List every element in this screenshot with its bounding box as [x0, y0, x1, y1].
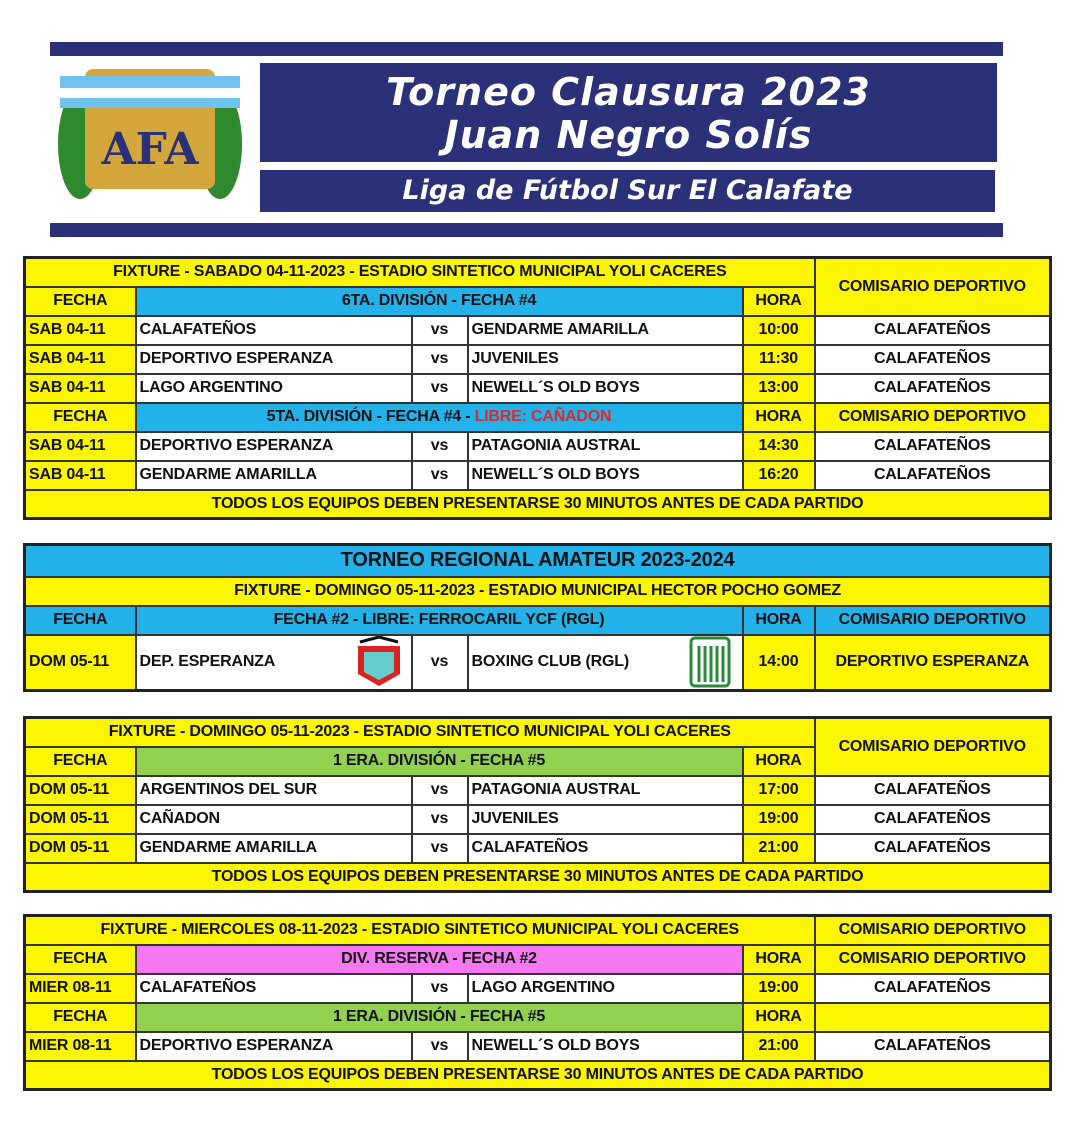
hora-cell: 19:00: [743, 974, 815, 1003]
hora-header: HORA: [743, 403, 815, 432]
vs-label: vs: [412, 974, 468, 1003]
vs-label: vs: [412, 374, 468, 403]
notice-text: FIXTURE - DOMINGO 05-11-2023 - ESTADIO MUNICIPAL HECTOR POCHO GOMEZ: [25, 577, 1051, 606]
vs-label: vs: [412, 432, 468, 461]
comisario-cell: CALAFATEÑOS: [815, 776, 1051, 805]
fecha-cell: DOM 05-11: [25, 776, 136, 805]
team-name: DEP. ESPERANZA: [139, 653, 276, 671]
division-label: FECHA #2 - LIBRE: FERROCARIL YCF (RGL): [273, 611, 605, 628]
fixture-table-2: [23, 543, 1052, 692]
home-team: DEPORTIVO ESPERANZA: [136, 1032, 412, 1061]
division-label: DIV. RESERVA - FECHA #2: [341, 950, 537, 967]
away-team: JUVENILES: [468, 805, 743, 834]
vs-label: vs: [412, 316, 468, 345]
home-team: [136, 635, 412, 691]
title-row: [25, 718, 1051, 747]
title-row: [25, 916, 1051, 945]
tournament-title: Torneo Clausura 2023 Juan Negro Solís: [260, 63, 997, 162]
fecha-cell: DOM 05-11: [25, 805, 136, 834]
home-team: GENDARME AMARILLA: [136, 834, 412, 863]
division-label: 5TA. DIVISIÓN - FECHA #4 -: [266, 408, 475, 425]
fecha-header: FECHA: [25, 606, 136, 635]
comisario-cell: CALAFATEÑOS: [815, 345, 1051, 374]
match-row: [25, 374, 1051, 403]
division-label: 1 ERA. DIVISIÓN - FECHA #5: [332, 1008, 546, 1025]
away-team: PATAGONIA AUSTRAL: [468, 432, 743, 461]
away-team: [468, 635, 743, 691]
comisario-cell: CALAFATEÑOS: [815, 974, 1051, 1003]
hora-header: HORA: [743, 606, 815, 635]
home-team: ARGENTINOS DEL SUR: [136, 776, 412, 805]
hora-cell: 14:00: [743, 635, 815, 691]
division-label: 6TA. DIVISIÓN - FECHA #4: [341, 292, 537, 309]
away-team: PATAGONIA AUSTRAL: [468, 776, 743, 805]
comisario-header: COMISARIO DEPORTIVO: [815, 916, 1051, 945]
away-team: LAGO ARGENTINO: [468, 974, 743, 1003]
hora-header: HORA: [743, 747, 815, 776]
comisario-header: [815, 1003, 1051, 1032]
hora-cell: 13:00: [743, 374, 815, 403]
tournament-title: TORNEO REGIONAL AMATEUR 2023-2024: [25, 545, 1051, 577]
comisario-cell: CALAFATEÑOS: [815, 432, 1051, 461]
comisario-header: COMISARIO DEPORTIVO: [815, 403, 1051, 432]
hora-cell: 14:30: [743, 432, 815, 461]
fecha-cell: DOM 05-11: [25, 635, 136, 691]
fixture-table-4: [23, 914, 1052, 1091]
fecha-header: FECHA: [25, 287, 136, 316]
home-team: CALAFATEÑOS: [136, 974, 412, 1003]
bigtitle-row: [25, 545, 1051, 577]
notice-text: TODOS LOS EQUIPOS DEBEN PRESENTARSE 30 MINUTOS ANTES DE CADA PARTIDO: [25, 490, 1051, 519]
comisario-cell: CALAFATEÑOS: [815, 805, 1051, 834]
match-row: [25, 432, 1051, 461]
vs-label: vs: [412, 834, 468, 863]
header-row: [25, 1003, 1051, 1032]
footer-row: [25, 863, 1051, 892]
hora-header: HORA: [743, 287, 815, 316]
hora-cell: 11:30: [743, 345, 815, 374]
vs-label: vs: [412, 635, 468, 691]
league-subtitle: Liga de Fútbol Sur El Calafate: [260, 170, 995, 212]
away-team: GENDARME AMARILLA: [468, 316, 743, 345]
notice-text: TODOS LOS EQUIPOS DEBEN PRESENTARSE 30 MINUTOS ANTES DE CADA PARTIDO: [25, 1061, 1051, 1090]
esperanza-crest-icon: [350, 636, 408, 688]
hora-cell: 16:20: [743, 461, 815, 490]
match-row: [25, 316, 1051, 345]
fecha-cell: SAB 04-11: [25, 461, 136, 490]
home-team: LAGO ARGENTINO: [136, 374, 412, 403]
division-header: [136, 1003, 743, 1032]
comisario-cell: CALAFATEÑOS: [815, 1032, 1051, 1061]
comisario-header: COMISARIO DEPORTIVO: [815, 258, 1051, 316]
fecha-header: FECHA: [25, 1003, 136, 1032]
comisario-cell: CALAFATEÑOS: [815, 374, 1051, 403]
match-row: [25, 635, 1051, 691]
fecha-cell: SAB 04-11: [25, 432, 136, 461]
notice-text: TODOS LOS EQUIPOS DEBEN PRESENTARSE 30 MINUTOS ANTES DE CADA PARTIDO: [25, 863, 1051, 892]
away-team: NEWELL´S OLD BOYS: [468, 461, 743, 490]
svg-text:AFA: AFA: [101, 124, 199, 175]
vs-label: vs: [412, 345, 468, 374]
fecha-header: FECHA: [25, 747, 136, 776]
home-team: DEPORTIVO ESPERANZA: [136, 345, 412, 374]
vs-label: vs: [412, 461, 468, 490]
comisario-cell: CALAFATEÑOS: [815, 461, 1051, 490]
away-team: NEWELL´S OLD BOYS: [468, 1032, 743, 1061]
fecha-cell: SAB 04-11: [25, 345, 136, 374]
fecha-header: FECHA: [25, 945, 136, 974]
division-label: 1 ERA. DIVISIÓN - FECHA #5: [332, 752, 546, 769]
fecha-cell: MIER 08-11: [25, 1032, 136, 1061]
fecha-cell: DOM 05-11: [25, 834, 136, 863]
comisario-header: COMISARIO DEPORTIVO: [815, 718, 1051, 776]
header-row: [25, 945, 1051, 974]
division-header: [136, 945, 743, 974]
fecha-cell: SAB 04-11: [25, 316, 136, 345]
vs-label: vs: [412, 805, 468, 834]
home-team: CALAFATEÑOS: [136, 316, 412, 345]
home-team: GENDARME AMARILLA: [136, 461, 412, 490]
away-team: NEWELL´S OLD BOYS: [468, 374, 743, 403]
libre-label: LIBRE: CAÑADON: [474, 408, 612, 425]
fixture-title: FIXTURE - SABADO 04-11-2023 - ESTADIO SINTETICO MUNICIPAL YOLI CACERES: [25, 258, 815, 287]
bottom-bar: [50, 223, 1003, 237]
match-row: [25, 345, 1051, 374]
hora-cell: 19:00: [743, 805, 815, 834]
match-row: [25, 834, 1051, 863]
top-bar: [50, 42, 1003, 56]
footer-row: [25, 577, 1051, 606]
comisario-header: COMISARIO DEPORTIVO: [815, 945, 1051, 974]
comisario-header: COMISARIO DEPORTIVO: [815, 606, 1051, 635]
vs-label: vs: [412, 1032, 468, 1061]
away-team: JUVENILES: [468, 345, 743, 374]
fixture-table-3: [23, 716, 1052, 893]
division-header: [136, 606, 743, 635]
fixture-table-1: [23, 256, 1052, 520]
fixture-title: FIXTURE - DOMINGO 05-11-2023 - ESTADIO SINTETICO MUNICIPAL YOLI CACERES: [25, 718, 815, 747]
match-row: [25, 1032, 1051, 1061]
hora-cell: 21:00: [743, 1032, 815, 1061]
division-header: [136, 403, 743, 432]
afa-logo-icon: [50, 64, 250, 214]
fixture-title: FIXTURE - MIERCOLES 08-11-2023 - ESTADIO SINTETICO MUNICIPAL YOLI CACERES: [25, 916, 815, 945]
header-banner: [50, 42, 1003, 237]
fecha-cell: MIER 08-11: [25, 974, 136, 1003]
division-header: [136, 287, 743, 316]
home-team: CAÑADON: [136, 805, 412, 834]
vs-label: vs: [412, 776, 468, 805]
footer-row: [25, 1061, 1051, 1090]
comisario-cell: DEPORTIVO ESPERANZA: [815, 635, 1051, 691]
match-row: [25, 461, 1051, 490]
comisario-cell: CALAFATEÑOS: [815, 834, 1051, 863]
header-row: [25, 403, 1051, 432]
team-name: BOXING CLUB (RGL): [471, 653, 629, 671]
hora-cell: 10:00: [743, 316, 815, 345]
away-team: CALAFATEÑOS: [468, 834, 743, 863]
fecha-header: FECHA: [25, 403, 136, 432]
match-row: [25, 805, 1051, 834]
hora-cell: 17:00: [743, 776, 815, 805]
comisario-cell: CALAFATEÑOS: [815, 316, 1051, 345]
hora-header: HORA: [743, 945, 815, 974]
match-row: [25, 776, 1051, 805]
fecha-cell: SAB 04-11: [25, 374, 136, 403]
header-row: [25, 606, 1051, 635]
title-row: [25, 258, 1051, 287]
division-header: [136, 747, 743, 776]
footer-row: [25, 490, 1051, 519]
boxing-club-crest-icon: [681, 636, 739, 688]
hora-cell: 21:00: [743, 834, 815, 863]
hora-header: HORA: [743, 1003, 815, 1032]
home-team: DEPORTIVO ESPERANZA: [136, 432, 412, 461]
match-row: [25, 974, 1051, 1003]
